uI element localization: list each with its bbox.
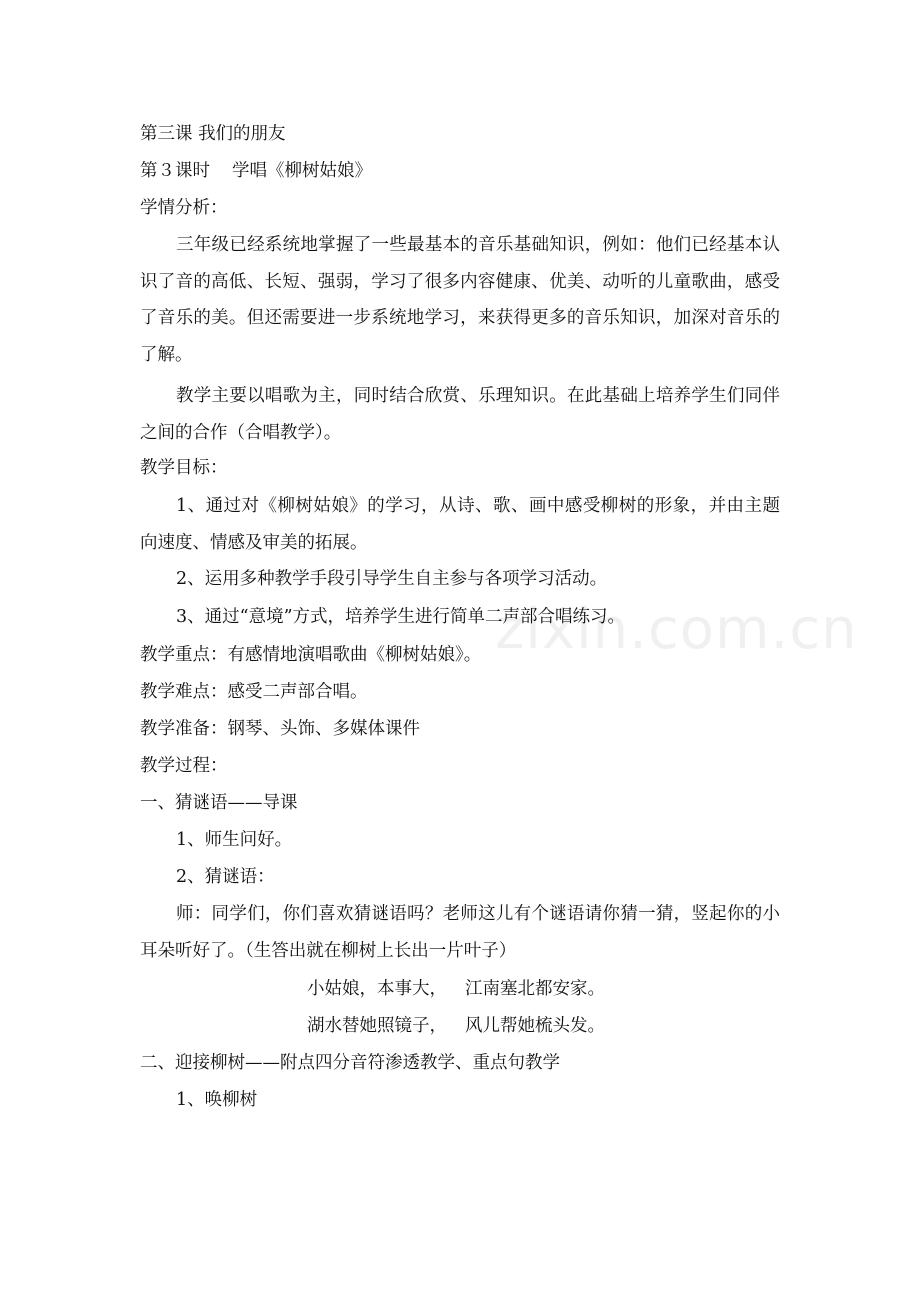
section-1-item-1: 1、师生问好。 (176, 830, 293, 850)
riddle-line-1 (307, 978, 920, 1000)
period-label: 第３课时 (140, 161, 210, 181)
analysis-heading: 学情分析： (140, 198, 228, 218)
difficulty: 教学难点：感受二声部合唱。 (140, 682, 368, 702)
riddle-line-2b: 风儿帮她梳头发。 (465, 1016, 605, 1036)
section-1-heading: 一、猜谜语——导课 (140, 793, 298, 813)
riddle-line-2a: 湖水替她照镜子， (307, 1016, 447, 1036)
section-1-item-2: 2、猜谜语： (176, 867, 275, 887)
section-2-heading: 二、迎接柳树——附点四分音符渗透教学、重点句教学 (140, 1053, 560, 1073)
watermark: zixin.com.cn (495, 597, 858, 662)
goal-2: 2、运用多种教学手段引导学生自主参与各项学习活动。 (176, 569, 608, 589)
lesson-period (140, 160, 780, 182)
key-point: 教学重点：有感情地演唱歌曲《柳树姑娘》。 (140, 645, 482, 665)
riddle-line-2 (307, 1015, 920, 1037)
analysis-paragraph-1: 三年级已经系统地掌握了一些最基本的音乐基础知识，例如：他们已经基本认识了音的高低、长短、强弱，学习了很多内容健康、优美、动听的儿童歌曲，感受了音乐的美。但还需要进一步系统地学习，来获得更多的音乐知识，加深对音乐的了解。 (140, 235, 780, 365)
goals-heading: 教学目标： (140, 458, 228, 478)
riddle-line-1b: 江南塞北都安家。 (465, 979, 605, 999)
period-song: 学唱《柳树姑娘》 (232, 161, 372, 181)
lesson-title: 第三课 我们的朋友 (140, 124, 286, 144)
preparation: 教学准备：钢琴、头饰、多媒体课件 (140, 719, 420, 739)
section-2-item-1: 1、唤柳树 (176, 1090, 258, 1110)
goal-1: 1、通过对《柳树姑娘》的学习，从诗、歌、画中感受柳树的形象，并由主题向速度、情感及审美的拓展。 (140, 496, 780, 553)
analysis-paragraph-2: 教学主要以唱歌为主，同时结合欣赏、乐理知识。在此基础上培养学生们同伴之间的合作（合唱教学）。 (140, 386, 780, 443)
process-heading: 教学过程： (140, 756, 228, 776)
teacher-speech: 师：同学们，你们喜欢猜谜语吗？老师这儿有个谜语请你猜一猜，竖起你的小耳朵听好了。（生答出就在柳树上长出一片叶子） (140, 904, 780, 961)
goal-3: 3、通过“意境”方式，培养学生进行简单二声部合唱练习。 (176, 607, 626, 627)
riddle-line-1a: 小姑娘，本事大， (307, 979, 447, 999)
